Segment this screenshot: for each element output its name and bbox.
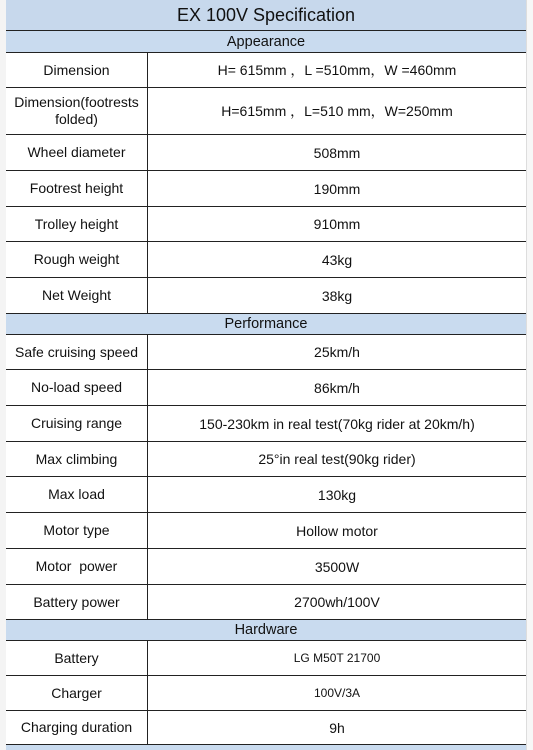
spec-row-trolley-height xyxy=(6,207,526,242)
spec-row-motor-type xyxy=(6,513,526,549)
sheet-right-margin xyxy=(526,0,533,750)
spec-value: H= 615mm ，L =510mm，W =460mm xyxy=(217,62,457,78)
spec-label: Rough weight xyxy=(6,242,148,277)
spec-label: Footrest height xyxy=(6,171,148,206)
section-header-performance xyxy=(6,314,526,335)
spec-label: Battery power xyxy=(6,585,148,619)
spec-value: 150-230km in real test(70kg rider at 20km/h) xyxy=(199,415,475,432)
spec-label: Dimension(footrests folded) xyxy=(6,88,148,134)
spec-row-battery xyxy=(6,641,526,676)
spec-title-text: EX 100V Specification xyxy=(176,4,356,25)
spec-label: Battery xyxy=(6,641,148,675)
spec-label: Dimension xyxy=(6,53,148,87)
spec-label: Safe cruising speed xyxy=(6,335,148,369)
spec-row-footrest-height xyxy=(6,171,526,207)
spec-label: Max load xyxy=(6,477,148,512)
spec-row-no-load-speed xyxy=(6,370,526,406)
spec-label: Max climbing xyxy=(6,442,148,476)
next-section-strip xyxy=(6,745,526,750)
spec-value: H=615mm ，L=510 mm，W=250mm xyxy=(221,103,453,119)
spec-value: 130kg xyxy=(317,486,357,503)
spec-row-wheel-diameter xyxy=(6,135,526,171)
spec-value: 38kg xyxy=(321,287,353,304)
spec-value: 25°in real test(90kg rider) xyxy=(258,451,416,467)
spec-value: 190mm xyxy=(313,180,361,197)
spec-value: 2700wh/100V xyxy=(294,594,380,610)
section-title-performance: Performance xyxy=(224,316,308,332)
spec-row-battery-power xyxy=(6,585,526,620)
spec-row-max-load xyxy=(6,477,526,513)
spec-label: Charger xyxy=(6,676,148,710)
spec-label: Net Weight xyxy=(6,278,148,313)
spec-row-dimension-folded xyxy=(6,88,526,135)
section-title-hardware: Hardware xyxy=(234,622,298,638)
section-title-appearance: Appearance xyxy=(226,33,306,50)
section-header-appearance xyxy=(6,31,526,53)
spec-label: No-load speed xyxy=(6,370,148,405)
spec-row-net-weight xyxy=(6,278,526,314)
spec-row-dimension xyxy=(6,53,526,88)
spec-value: 910mm xyxy=(313,216,361,232)
section-header-hardware xyxy=(6,620,526,641)
spec-label: Wheel diameter xyxy=(6,135,148,170)
spec-title xyxy=(6,0,526,31)
spec-row-charger xyxy=(6,676,526,711)
spec-row-rough-weight xyxy=(6,242,526,278)
spec-value: LG M50T 21700 xyxy=(293,651,381,665)
spec-value: 3500W xyxy=(314,558,360,575)
spec-label: Motor type xyxy=(6,513,148,548)
spec-row-cruising-range xyxy=(6,406,526,442)
spec-label: Trolley height xyxy=(6,207,148,241)
spec-value: 9h xyxy=(329,719,345,736)
spec-row-max-climbing xyxy=(6,442,526,477)
spec-value: 508mm xyxy=(313,144,361,161)
spec-value: 25km/h xyxy=(314,344,360,360)
spec-label: Cruising range xyxy=(6,406,148,441)
spec-label: Motor power xyxy=(6,549,148,584)
spec-row-motor-power xyxy=(6,549,526,585)
spec-label: Charging duration xyxy=(6,711,148,744)
spec-value: 43kg xyxy=(321,251,353,268)
spec-row-safe-cruising-speed xyxy=(6,335,526,370)
spec-value: 100V/3A xyxy=(313,686,361,700)
spec-row-charging-duration xyxy=(6,711,526,745)
spec-value: 86km/h xyxy=(314,379,360,396)
spec-value: Hollow motor xyxy=(296,522,378,539)
